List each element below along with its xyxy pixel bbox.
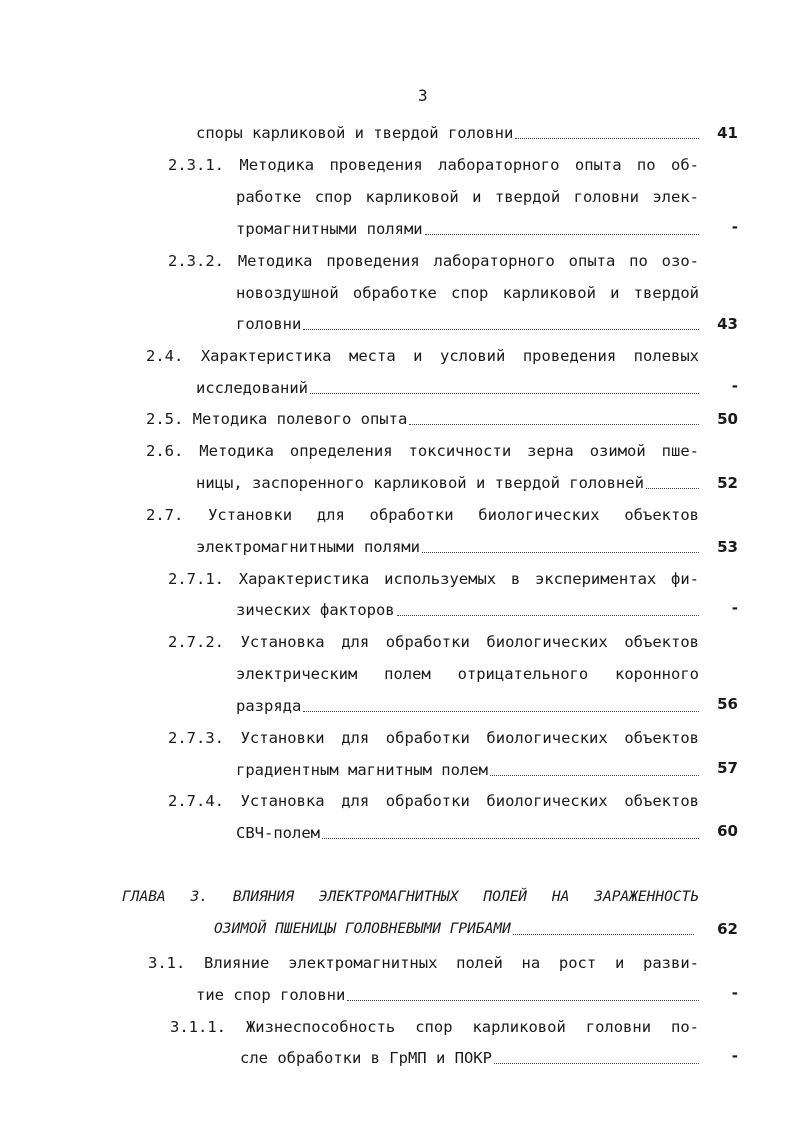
toc-page-number: 56 bbox=[717, 695, 738, 713]
toc-page-number: 60 bbox=[717, 822, 738, 840]
leader-dots bbox=[646, 488, 699, 489]
toc-entry-2-7-2-cont bbox=[236, 663, 699, 685]
toc-entry-2-7-4 bbox=[168, 790, 699, 812]
toc-entry-2-4 bbox=[146, 345, 699, 367]
toc-entry-text: электрическим полем отрицательного коронного bbox=[236, 665, 699, 683]
toc-entry-2-4-last bbox=[196, 377, 699, 399]
page-number: 3 bbox=[418, 86, 428, 105]
toc-chapter-text: ОЗИМОЙ ПШЕНИЦЫ ГОЛОВНЕВЫМИ ГРИБАМИ bbox=[214, 921, 511, 937]
toc-entry-2-7-4-last bbox=[236, 822, 699, 844]
toc-entry-text: 2.6. Методика определения токсичности зерна озимой пше- bbox=[146, 442, 699, 460]
toc-entry-3-1-1 bbox=[170, 1016, 699, 1038]
toc-chapter-text: ГЛАВА 3. ВЛИЯНИЯ ЭЛЕКТРОМАГНИТНЫХ ПОЛЕЙ НА ЗАРАЖЕННОСТЬ bbox=[122, 889, 699, 905]
leader-dots bbox=[397, 615, 699, 616]
leader-dots bbox=[347, 1000, 699, 1001]
toc-entry-text: работке спор карликовой и твердой головни элек- bbox=[236, 188, 699, 206]
toc-page-number: - bbox=[731, 1047, 738, 1065]
toc-entry-2-6-last bbox=[196, 472, 699, 494]
toc-entry-text: новоздушной обработке спор карликовой и твердой bbox=[236, 284, 699, 302]
toc-entry-text: 2.3.1. Методика проведения лабораторного опыта по об- bbox=[168, 156, 699, 174]
toc-entry-2-6 bbox=[146, 440, 699, 462]
toc-entry-text: ницы, заспоренного карликовой и твердой головней bbox=[196, 474, 644, 492]
toc-entry-2-7 bbox=[146, 504, 699, 526]
toc-entry-3-1-1-last bbox=[240, 1047, 699, 1069]
toc-entry-text: тромагнитными полями bbox=[236, 220, 423, 238]
toc-page-number: 53 bbox=[717, 538, 738, 556]
toc-page-number: - bbox=[731, 984, 738, 1002]
toc-entry-2-7-2 bbox=[168, 631, 699, 653]
toc-chapter-3-heading bbox=[122, 886, 699, 908]
toc-entry-text: электромагнитными полями bbox=[196, 538, 420, 556]
leader-dots bbox=[513, 934, 694, 935]
toc-entry-3-1 bbox=[148, 952, 699, 974]
toc-page-number: 41 bbox=[717, 124, 738, 142]
toc-entry-2-3-2-cont bbox=[236, 282, 699, 304]
toc-page-number: 52 bbox=[717, 474, 738, 492]
leader-dots bbox=[310, 393, 699, 394]
toc-entry-text: тие спор головни bbox=[196, 986, 346, 1004]
toc-entry-text: 3.1. Влияние электромагнитных полей на рост и разви- bbox=[148, 954, 699, 972]
toc-entry-text: 2.4. Характеристика места и условий проведения полевых bbox=[146, 347, 699, 365]
toc-entry-2-7-last bbox=[196, 536, 699, 558]
toc-entry-2-7-1 bbox=[168, 568, 699, 590]
toc-page-number: 50 bbox=[717, 410, 738, 428]
toc-page-number: - bbox=[731, 599, 738, 617]
toc-entry-2-3-2 bbox=[168, 250, 699, 272]
leader-dots bbox=[303, 711, 699, 712]
toc-entry-spores-line bbox=[196, 122, 699, 144]
toc-page-number: - bbox=[731, 377, 738, 395]
toc-page-number: - bbox=[731, 218, 738, 236]
toc-entry-text: 3.1.1. Жизнеспособность спор карликовой головни по- bbox=[170, 1018, 699, 1036]
toc-entry-text: 2.7.4. Установка для обработки биологических объектов bbox=[168, 792, 699, 810]
toc-entry-2-7-1-last bbox=[236, 599, 699, 621]
toc-entry-text: СВЧ-полем bbox=[236, 824, 320, 842]
toc-entry-text: 2.7.1. Характеристика используемых в экспериментах фи- bbox=[168, 570, 699, 588]
toc-entry-2-3-2-last bbox=[236, 313, 699, 335]
toc-entry-2-7-3-last bbox=[236, 759, 699, 781]
toc-entry-text: 2.3.2. Методика проведения лабораторного опыта по озо- bbox=[168, 252, 699, 270]
toc-entry-text: исследований bbox=[196, 379, 308, 397]
toc-entry-text: головни bbox=[236, 315, 302, 333]
toc-chapter-3-heading-cont bbox=[214, 918, 694, 940]
toc-entry-text: зических факторов bbox=[236, 601, 395, 619]
leader-dots bbox=[409, 424, 699, 425]
toc-entry-text: 2.7.3. Установки для обработки биологических объектов bbox=[168, 729, 699, 747]
leader-dots bbox=[490, 775, 699, 776]
toc-entry-text: градиентным магнитным полем bbox=[236, 761, 488, 779]
toc-entry-2-3-1 bbox=[168, 154, 699, 176]
toc-entry-2-5 bbox=[146, 408, 699, 430]
toc-entry-3-1-last bbox=[196, 984, 699, 1006]
toc-page-number: 43 bbox=[717, 315, 738, 333]
toc-page-number: 57 bbox=[717, 759, 738, 777]
leader-dots bbox=[425, 234, 699, 235]
toc-entry-text: 2.7.2. Установка для обработки биологических объектов bbox=[168, 633, 699, 651]
leader-dots bbox=[422, 552, 699, 553]
toc-entry-text: 2.7. Установки для обработки биологических объектов bbox=[146, 506, 699, 524]
leader-dots bbox=[303, 329, 699, 330]
toc-entry-text: споры карликовой и твердой головни bbox=[196, 124, 514, 142]
leader-dots bbox=[322, 838, 699, 839]
toc-entry-2-7-3 bbox=[168, 727, 699, 749]
toc-page-number: 62 bbox=[717, 920, 738, 938]
toc-entry-text: 2.5. Методика полевого опыта bbox=[146, 410, 408, 428]
toc-entry-2-3-1-cont bbox=[236, 186, 699, 208]
leader-dots bbox=[494, 1063, 699, 1064]
toc-entry-text: разряда bbox=[236, 697, 302, 715]
leader-dots bbox=[515, 138, 699, 139]
toc-entry-2-7-2-last bbox=[236, 695, 699, 717]
toc-entry-text: сле обработки в ГрМП и ПОКР bbox=[240, 1049, 492, 1067]
toc-entry-2-3-1-last bbox=[236, 218, 699, 240]
